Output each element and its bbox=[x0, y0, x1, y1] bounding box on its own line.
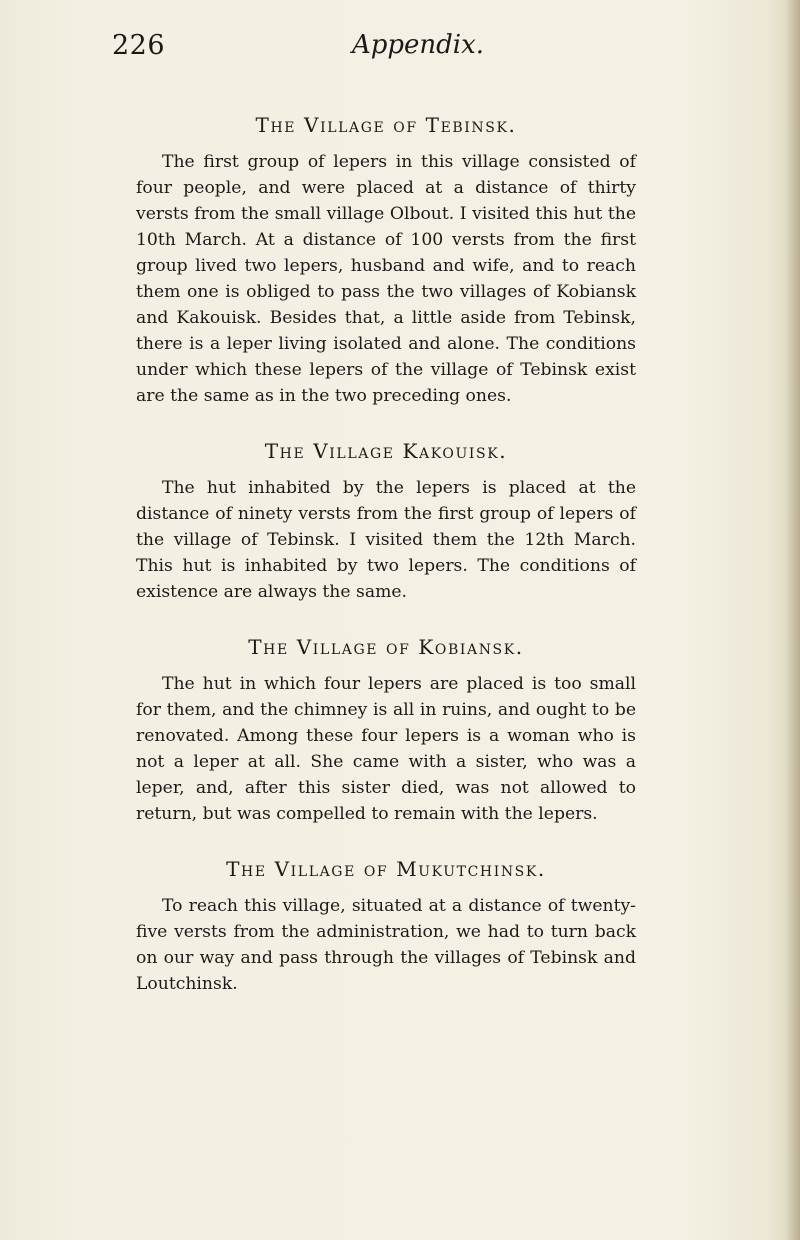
page-number: 226 bbox=[112, 30, 166, 61]
section-kobiansk bbox=[136, 635, 636, 827]
section-heading: The Village Kakouisk. bbox=[264, 439, 508, 463]
page-body bbox=[136, 113, 636, 997]
section-heading: The Village of Mukutchinsk. bbox=[226, 857, 546, 881]
section-heading: The Village of Kobiansk. bbox=[248, 635, 524, 659]
page-header bbox=[108, 30, 688, 70]
section-mukutchinsk bbox=[136, 857, 636, 997]
section-paragraph: The first group of lepers in this village consisted of four people, and were placed at a distance of thirty versts from the small village Olbout. I visited this hut the 10th March. At a distance of 100 versts from the first group lived two lepers, husband and wife, and to reach them one is obliged to pass the two villages of Kobiansk and Kakouisk. Besides that, a little aside from Tebinsk, there is a leper living isolated and alone. The conditions under which these lepers of the village of Tebinsk exist are the same as in the two preceding ones. bbox=[136, 152, 636, 406]
section-paragraph: The hut inhabited by the lepers is placed at the distance of ninety versts from the first group of lepers of the village of Tebinsk. I visited them the 12th March. This hut is inhabited by two lepers. The conditions of existence are always the same. bbox=[136, 478, 636, 602]
section-kakouisk bbox=[136, 439, 636, 605]
section-paragraph: To reach this village, situated at a distance of twenty-five versts from the administration, we had to turn back on our way and pass through the villages of Tebinsk and Loutchinsk. bbox=[136, 896, 636, 994]
section-heading: The Village of Tebinsk. bbox=[255, 113, 517, 137]
running-head: Appendix. bbox=[351, 30, 485, 60]
section-tebinsk bbox=[136, 113, 636, 409]
section-paragraph: The hut in which four lepers are placed is too small for them, and the chimney is all in ruins, and ought to be renovated. Among these four lepers is a woman who is not a leper at all. She came with a sister, who was a leper, and, after this sister died, was not allowed to return, but was compelled to remain with the lepers. bbox=[136, 674, 636, 824]
page-edge-shadow bbox=[786, 0, 800, 1240]
